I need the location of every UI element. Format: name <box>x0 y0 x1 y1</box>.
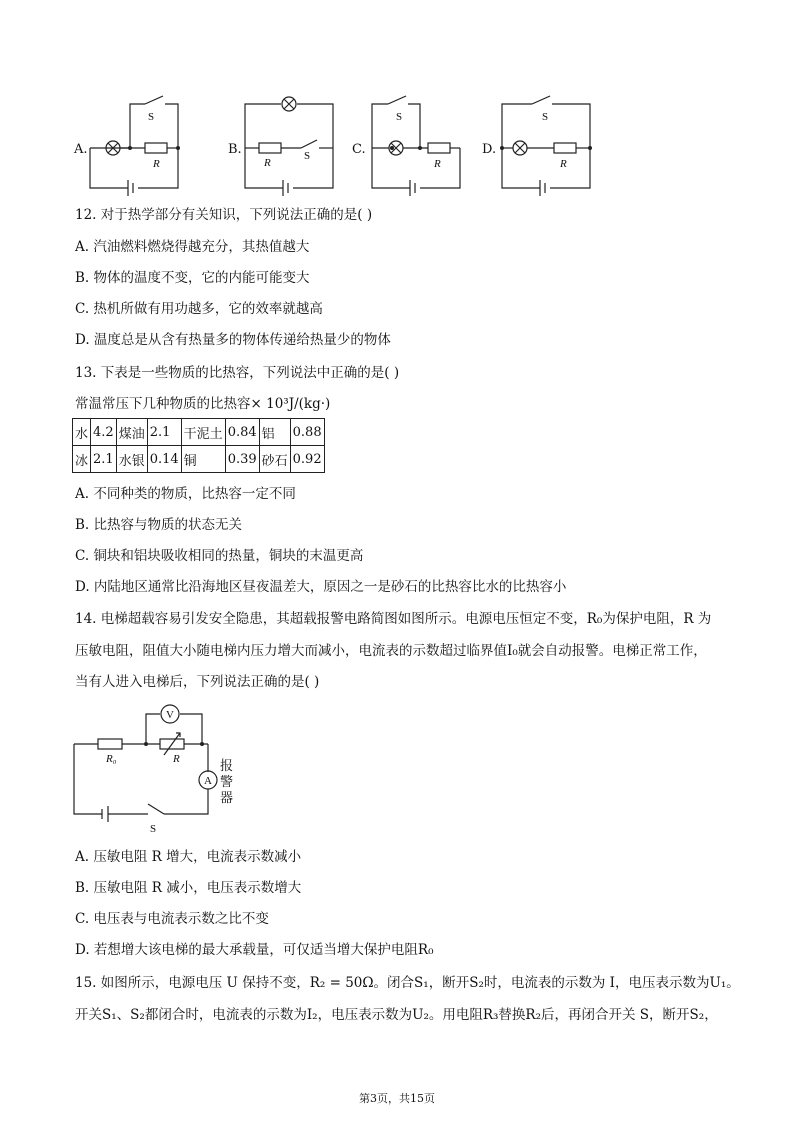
alarm-label-1: 报 <box>220 758 234 773</box>
q14-option-b: B. 压敏电阻 R 减小，电压表示数增大 <box>75 880 302 896</box>
circuit-option-label-d: D. <box>482 142 497 157</box>
table-cell: 0.84 <box>225 419 259 446</box>
table-cell: 砂石 <box>259 446 290 473</box>
ammeter-label: A <box>204 775 212 787</box>
q13-option-b: B. 比热容与物质的状态无关 <box>75 517 243 533</box>
table-cell: 2.1 <box>147 419 181 446</box>
q13-option-a: A. 不同种类的物质，比热容一定不同 <box>75 486 296 502</box>
table-cell: 冰 <box>73 446 91 473</box>
q14-stem-line-3: 当有人进入电梯后，下列说法正确的是( ) <box>75 674 320 690</box>
q12-option-b: B. 物体的温度不变，它的内能可能变大 <box>75 270 310 286</box>
table-cell: 水银 <box>116 446 147 473</box>
alarm-label-2: 警 <box>220 774 234 789</box>
r0-label: R₀ <box>106 753 117 765</box>
q14-option-c: C. 电压表与电流表示数之比不变 <box>75 911 269 927</box>
resistor-label-a: R <box>153 158 160 170</box>
switch-label: S <box>150 823 157 835</box>
q13-stem: 13. 下表是一些物质的比热容，下列说法中正确的是( ) <box>75 365 400 381</box>
q14-stem-line-1: 14. 电梯超载容易引发安全隐患，其超载报警电路简图如图所示。电源电压恒定不变，R₀为保护电阻，R 为 <box>75 611 712 627</box>
table-cell: 0.14 <box>147 446 181 473</box>
table-cell: 4.2 <box>91 419 117 446</box>
table-row <box>73 419 325 446</box>
table-cell: 煤油 <box>116 419 147 446</box>
resistor-label-b: R <box>264 157 271 169</box>
circuit-options-diagram <box>70 92 610 197</box>
q15-stem-line-1: 15. 如图所示，电源电压 U 保持不变，R₂ = 50Ω。闭合S₁，断开S₂时，电流表的示数为 I，电压表示数为U₁。 <box>75 975 740 991</box>
page-footer: 第3页，共15页 <box>359 1092 435 1105</box>
circuit-c <box>372 96 460 196</box>
resistor-label-c: R <box>434 158 441 170</box>
switch-label-c: S <box>396 111 403 123</box>
q12-option-c: C. 热机所做有用功越多，它的效率就越高 <box>75 301 323 317</box>
q13-option-c: C. 铜块和铝块吸收相同的热量，铜块的末温更高 <box>75 548 364 564</box>
q14-option-d: D. 若想增大该电梯的最大承载量，可仅适当增大保护电阻R₀ <box>75 942 434 958</box>
table-caption: 常温常压下几种物质的比热容× 10³J/(kg·) <box>75 396 331 412</box>
q14-stem-line-2: 压敏电阻，阻值大小随电梯内压力增大而减小，电流表的示数超过临界值I₀就会自动报警。电梯正常工作， <box>75 643 707 659</box>
resistor-label-d: R <box>560 158 567 170</box>
circuit-option-label-c: C. <box>352 142 366 157</box>
q12-stem: 12. 对于热学部分有关知识，下列说法正确的是( ) <box>75 207 373 223</box>
circuit-a <box>90 96 178 196</box>
table-cell: 铝 <box>259 419 290 446</box>
switch-label-a: S <box>148 111 155 123</box>
table-cell: 0.92 <box>290 446 324 473</box>
q14-option-a: A. 压敏电阻 R 增大，电流表示数减小 <box>75 849 302 865</box>
alarm-label-3: 器 <box>220 790 234 805</box>
q12-option-a: A. 汽油燃料燃烧得越充分，其热值越大 <box>75 239 310 255</box>
circuit-option-label-a: A. <box>74 142 88 157</box>
switch-label-b: S <box>304 150 311 162</box>
table-cell: 干泥土 <box>181 419 225 446</box>
circuit-option-label-b: B. <box>228 142 242 157</box>
table-cell: 0.39 <box>225 446 259 473</box>
circuit-b <box>245 97 333 196</box>
elevator-alarm-circuit-diagram <box>68 700 248 840</box>
r-label: R <box>173 753 180 765</box>
q15-stem-line-2: 开关S₁、S₂都闭合时，电流表的示数为I₂，电压表示数为U₂。用电阻R₃替换R₂后，再闭合开关 S，断开S₂， <box>75 1007 718 1023</box>
table-cell: 0.88 <box>290 419 324 446</box>
table-cell: 2.1 <box>91 446 117 473</box>
switch-label-d: S <box>542 111 549 123</box>
table-row <box>73 446 325 473</box>
specific-heat-table <box>72 418 325 473</box>
voltmeter-label: V <box>166 709 174 721</box>
table-cell: 水 <box>73 419 91 446</box>
q13-option-d: D. 内陆地区通常比沿海地区昼夜温差大，原因之一是砂石的比热容比水的比热容小 <box>75 579 567 595</box>
q12-option-d: D. 温度总是从含有热量多的物体传递给热量少的物体 <box>75 332 391 348</box>
table-cell: 铜 <box>181 446 225 473</box>
